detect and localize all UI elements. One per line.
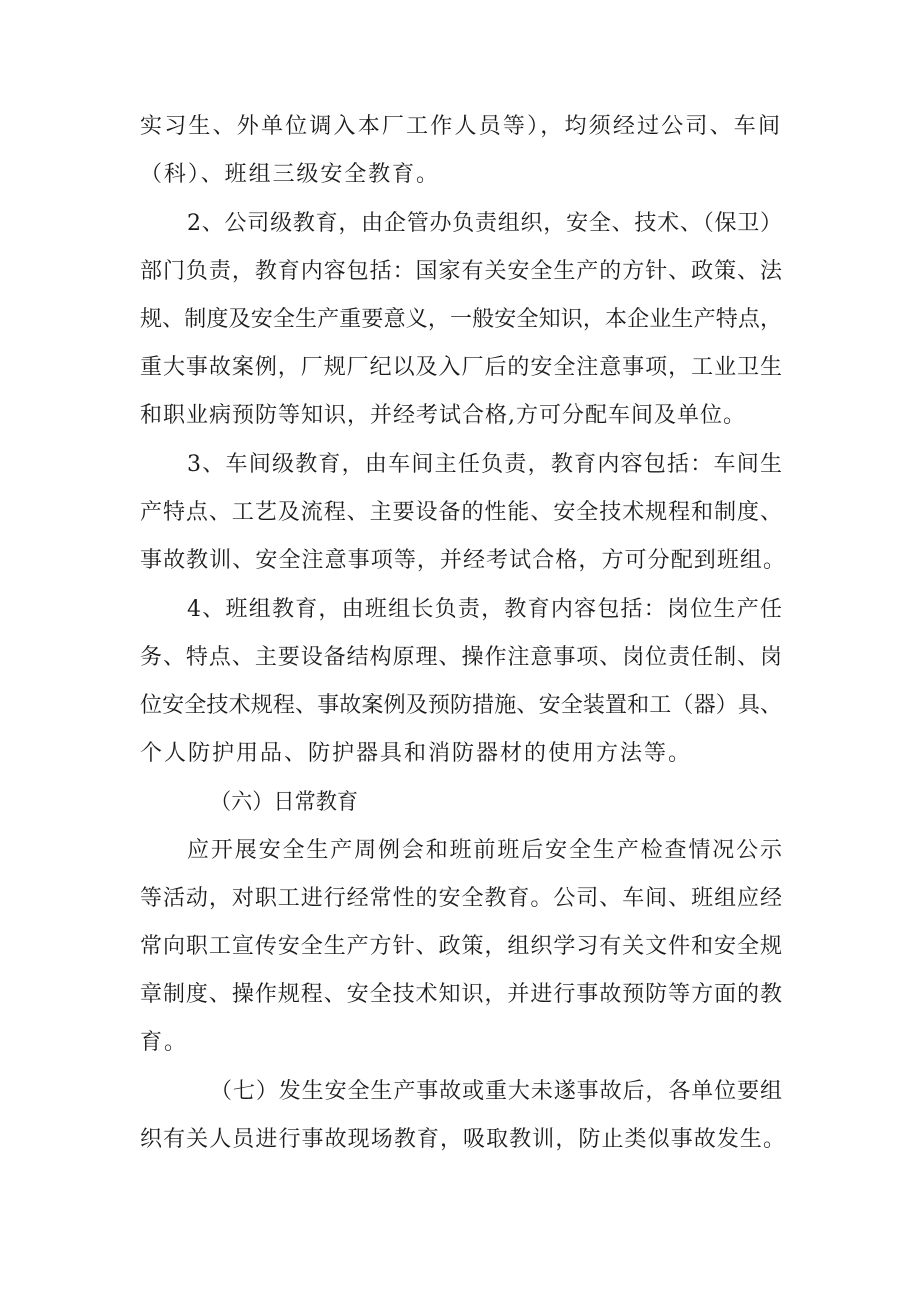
text-line: 常向职工宣传安全生产方针、政策，组织学习有关文件和安全规 xyxy=(140,934,783,959)
text-line: 章制度、操作规程、安全技术知识，并进行事故预防等方面的教 xyxy=(140,982,783,1007)
text-line: 织有关人员进行事故现场教育，吸取教训，防止类似事故发生。 xyxy=(140,1127,787,1152)
text-line: 重大事故案例，厂规厂纪以及入厂后的安全注意事项，工业卫生 xyxy=(140,355,783,380)
text-line: 3、车间级教育，由车间主任负责，教育内容包括：车间生 xyxy=(187,452,784,477)
text-line: 应开展安全生产周例会和班前班后安全生产检查情况公示 xyxy=(187,838,784,863)
section-heading: （六）日常教育 xyxy=(210,790,359,815)
text-line: 个人防护用品、防护器具和消防器材的使用方法等。 xyxy=(140,741,693,766)
text-line: 育。 xyxy=(140,1030,189,1055)
text-line: （科）、班组三级安全教育。 xyxy=(140,162,440,187)
text-line: 2、公司级教育，由企管办负责组织，安全、技术、（保卫） xyxy=(187,211,783,236)
text-line: 实习生、外单位调入本厂工作人员等），均须经过公司、车间 xyxy=(140,114,783,139)
text-line: 4、班组教育，由班组长负责，教育内容包括：岗位生产任 xyxy=(187,597,784,622)
text-line: 部门负责，教育内容包括：国家有关安全生产的方针、政策、法 xyxy=(140,259,783,284)
text-line: 事故教训、安全注意事项等，并经考试合格，方可分配到班组。 xyxy=(140,548,787,573)
text-line: 产特点、工艺及流程、主要设备的性能、安全技术规程和制度、 xyxy=(140,500,783,525)
text-line: 位安全技术规程、事故案例及预防措施、安全装置和工（器）具、 xyxy=(140,693,783,718)
text-line: 规、制度及安全生产重要意义，一般安全知识，本企业生产特点， xyxy=(140,307,783,332)
text-line: 和职业病预防等知识，并经考试合格,方可分配车间及单位。 xyxy=(140,403,746,428)
text-line: 等活动，对职工进行经常性的安全教育。公司、车间、班组应经 xyxy=(140,886,783,911)
text-line: 务、特点、主要设备结构原理、操作注意事项、岗位责任制、岗 xyxy=(140,645,783,670)
text-line: （七）发生安全生产事故或重大未遂事故后，各单位要组 xyxy=(210,1079,783,1104)
